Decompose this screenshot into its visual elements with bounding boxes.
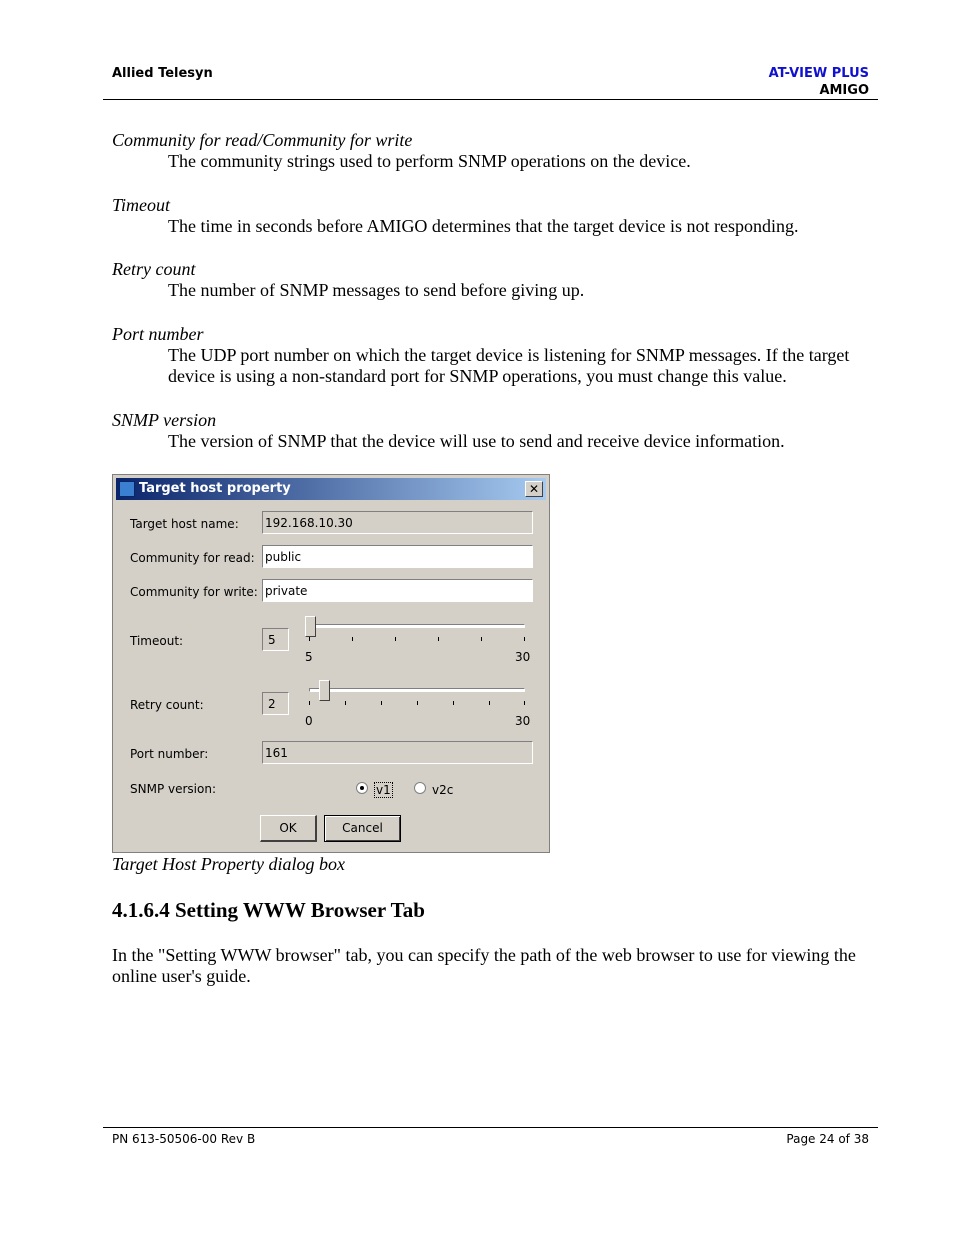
cancel-button[interactable]: Cancel xyxy=(324,815,401,842)
term-snmp-version: SNMP version xyxy=(112,410,217,430)
footer-page-number: Page 24 of 38 xyxy=(786,1132,869,1146)
retry-tick xyxy=(345,701,346,705)
dialog-titlebar[interactable] xyxy=(116,478,546,500)
timeout-min-label: 5 xyxy=(305,650,313,664)
retry-tick xyxy=(417,701,418,705)
radio-selected-dot xyxy=(360,786,364,790)
section-body: In the "Setting WWW browser" tab, you can specify the path of the web browser to use for viewing the online user's guide. xyxy=(112,945,856,986)
retry-value: 2 xyxy=(262,692,289,715)
port-label: Port number: xyxy=(130,747,209,761)
snmp-v1-radio[interactable] xyxy=(356,782,368,794)
port-field[interactable]: 161 xyxy=(262,741,533,764)
community-write-field[interactable]: private xyxy=(262,579,533,602)
snmp-version-label: SNMP version: xyxy=(130,782,216,796)
footer-rule xyxy=(103,1127,878,1128)
retry-min-label: 0 xyxy=(305,714,313,728)
close-icon[interactable]: ✕ xyxy=(525,481,543,497)
desc-timeout: The time in seconds before AMIGO determines that the target device is not responding. xyxy=(168,216,799,236)
desc-port: The UDP port number on which the target device is listening for SNMP messages. If the target device is using a non-standard port for SNMP operations, you must change this value. xyxy=(168,345,850,386)
app-icon xyxy=(119,481,135,497)
timeout-max-label: 30 xyxy=(515,650,531,664)
desc-community: The community strings used to perform SNMP operations on the device. xyxy=(168,151,691,171)
header-product: AT-VIEW PLUS xyxy=(768,66,869,81)
header-company: Allied Telesyn xyxy=(112,66,213,81)
timeout-tick xyxy=(395,637,396,641)
retry-tick xyxy=(453,701,454,705)
timeout-tick xyxy=(309,637,310,641)
header-module: AMIGO xyxy=(819,83,869,98)
timeout-label: Timeout: xyxy=(130,634,184,648)
community-read-label: Community for read: xyxy=(130,551,255,565)
timeout-value: 5 xyxy=(262,628,289,651)
retry-tick xyxy=(524,701,525,705)
target-host-label: Target host name: xyxy=(130,517,239,531)
snmp-v2c-label[interactable]: v2c xyxy=(432,783,454,797)
dialog-title: Target host property xyxy=(139,481,291,496)
snmp-v2c-radio[interactable] xyxy=(414,782,426,794)
community-write-label: Community for write: xyxy=(130,585,258,599)
term-retry: Retry count xyxy=(112,259,196,279)
community-read-field[interactable]: public xyxy=(262,545,533,568)
term-timeout: Timeout xyxy=(112,195,171,215)
timeout-tick xyxy=(524,637,525,641)
target-host-field[interactable]: 192.168.10.30 xyxy=(262,511,533,534)
retry-label: Retry count: xyxy=(130,698,204,712)
retry-tick xyxy=(489,701,490,705)
retry-tick xyxy=(309,701,310,705)
desc-snmp-version: The version of SNMP that the device will use to send and receive device information. xyxy=(168,431,785,451)
timeout-tick xyxy=(352,637,353,641)
timeout-tick xyxy=(438,637,439,641)
timeout-slider-track[interactable] xyxy=(309,624,525,628)
footer-part-number: PN 613-50506-00 Rev B xyxy=(112,1132,256,1146)
retry-tick xyxy=(381,701,382,705)
retry-max-label: 30 xyxy=(515,714,531,728)
term-community: Community for read/Community for write xyxy=(112,130,413,150)
snmp-v1-label[interactable]: v1 xyxy=(376,783,391,797)
timeout-slider-thumb[interactable] xyxy=(305,616,316,637)
timeout-tick xyxy=(481,637,482,641)
retry-slider-track[interactable] xyxy=(309,688,525,692)
section-heading: 4.1.6.4 Setting WWW Browser Tab xyxy=(112,898,425,922)
retry-slider-thumb[interactable] xyxy=(319,680,330,701)
target-host-dialog xyxy=(112,474,550,853)
figure-caption: Target Host Property dialog box xyxy=(112,854,345,874)
desc-retry: The number of SNMP messages to send before giving up. xyxy=(168,280,585,300)
ok-button[interactable]: OK xyxy=(260,815,317,842)
header-rule xyxy=(103,99,878,100)
term-port: Port number xyxy=(112,324,204,344)
